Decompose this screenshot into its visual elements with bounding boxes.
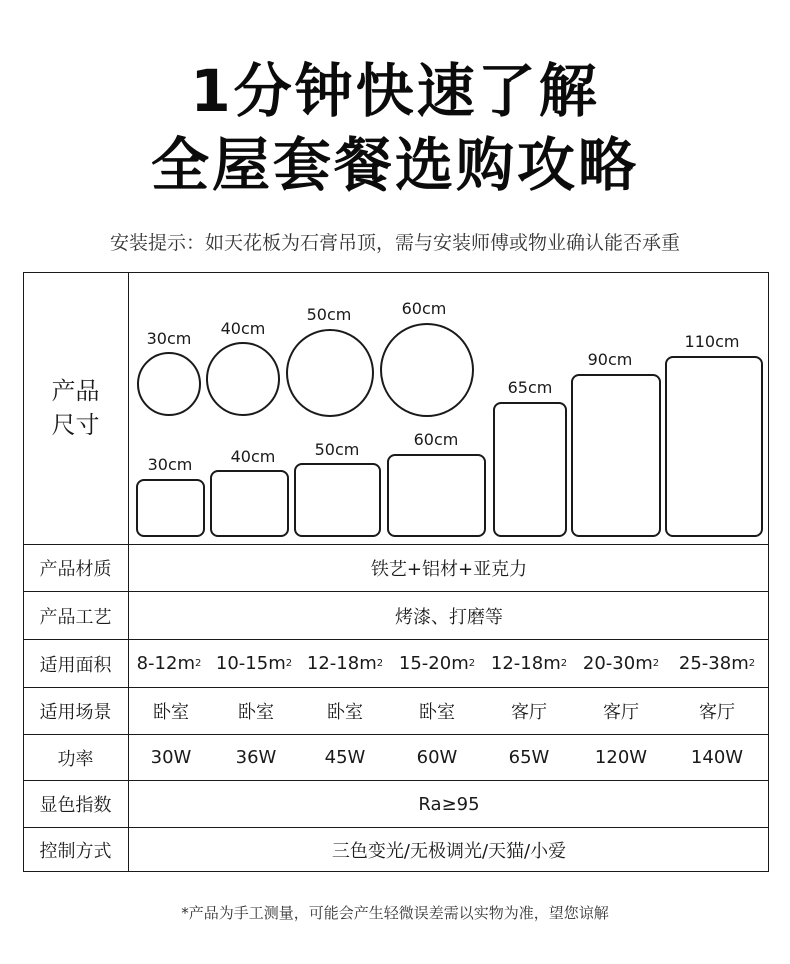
area-unit: 2: [748, 658, 756, 669]
size-row-label: [23, 272, 128, 544]
area-unit: 2: [195, 658, 202, 669]
power-cell: 65W: [508, 747, 550, 768]
title-line-2: 全屋套餐选购攻略: [150, 131, 639, 199]
area-unit: 2: [652, 658, 660, 669]
area-value: 12-18m: [306, 653, 377, 674]
area-unit: 2: [560, 658, 568, 669]
material-value: 铁艺+铝材+亚克力: [370, 559, 528, 580]
power-cell: 30W: [150, 747, 192, 768]
area-cell: [575, 640, 667, 687]
area-value: 25-38m: [678, 653, 749, 674]
area-cell: [667, 640, 767, 687]
cri-value: Ra≥95: [418, 793, 480, 815]
craft-label: 产品工艺: [39, 606, 112, 628]
area-unit: 2: [285, 658, 293, 669]
scene-cell: 卧室: [327, 702, 363, 723]
area-label: 适用面积: [39, 654, 112, 676]
round-lamp-60: [380, 323, 474, 417]
power-label: 功率: [57, 748, 94, 770]
square-size-label: 30cm: [147, 455, 193, 474]
rect-size-label: 65cm: [507, 378, 553, 397]
title-line-1: 1分钟快速了解: [190, 57, 600, 125]
scene-cell: 客厅: [699, 702, 735, 723]
area-value: 12-18m: [490, 653, 561, 674]
area-cell: [483, 640, 575, 687]
cri-label: 显色指数: [39, 795, 112, 816]
area-value: 8-12m: [136, 653, 195, 674]
round-lamp-30: [137, 352, 201, 416]
scene-cell: 卧室: [419, 702, 455, 723]
scene-cell: 客厅: [511, 702, 547, 723]
control-value: 三色变光/无极调光/天猫/小爱: [331, 841, 567, 862]
area-cell: [299, 640, 391, 687]
footnote: *产品为手工测量，可能会产生轻微误差需以实物为准，望您谅解: [181, 904, 609, 922]
area-cell: [391, 640, 483, 687]
scene-label: 适用场景: [39, 702, 112, 723]
area-cell: [209, 640, 299, 687]
round-size-label: 50cm: [306, 305, 352, 324]
square-lamp-50: [294, 463, 381, 537]
area-unit: 2: [376, 658, 384, 669]
area-value: 15-20m: [398, 653, 469, 674]
area-unit: 2: [468, 658, 476, 669]
square-lamp-30: [136, 479, 205, 537]
control-label: 控制方式: [39, 841, 112, 862]
area-value: 10-15m: [215, 653, 286, 674]
install-tip: 安装提示：如天花板为石膏吊顶，需与安装师傅或物业确认能否承重: [109, 232, 680, 254]
power-cell: 140W: [690, 747, 744, 768]
round-size-label: 60cm: [401, 299, 447, 318]
size-label-line1: 产品: [51, 377, 100, 405]
craft-value: 烤漆、打磨等: [395, 606, 503, 628]
power-cell: 60W: [416, 747, 458, 768]
square-size-label: 60cm: [413, 430, 459, 449]
power-cell: 36W: [235, 747, 277, 768]
round-size-label: 40cm: [220, 319, 266, 338]
area-value: 20-30m: [582, 653, 653, 674]
scene-cell: 卧室: [153, 702, 189, 723]
power-cell: 45W: [324, 747, 366, 768]
round-size-label: 30cm: [146, 329, 192, 348]
square-lamp-40: [210, 470, 289, 537]
round-lamp-50: [286, 329, 374, 417]
area-cells: [129, 640, 769, 687]
scene-cell: 客厅: [603, 702, 639, 723]
power-cell: 120W: [594, 747, 648, 768]
square-lamp-60: [387, 454, 486, 537]
square-size-label: 40cm: [230, 447, 276, 466]
material-label: 产品材质: [39, 559, 112, 580]
round-lamp-40: [206, 342, 280, 416]
spec-table: [23, 272, 769, 872]
square-size-label: 50cm: [314, 440, 360, 459]
scene-cells: [129, 688, 769, 734]
rect-size-label: 90cm: [587, 350, 633, 369]
size-label-line2: 尺寸: [51, 411, 100, 439]
rect-lamp-65: [493, 402, 567, 537]
power-cells: [129, 735, 769, 780]
area-cell: [127, 640, 211, 687]
rect-lamp-110: [665, 356, 763, 537]
rect-lamp-90: [571, 374, 661, 537]
rect-size-label: 110cm: [684, 332, 740, 351]
scene-cell: 卧室: [238, 702, 274, 723]
